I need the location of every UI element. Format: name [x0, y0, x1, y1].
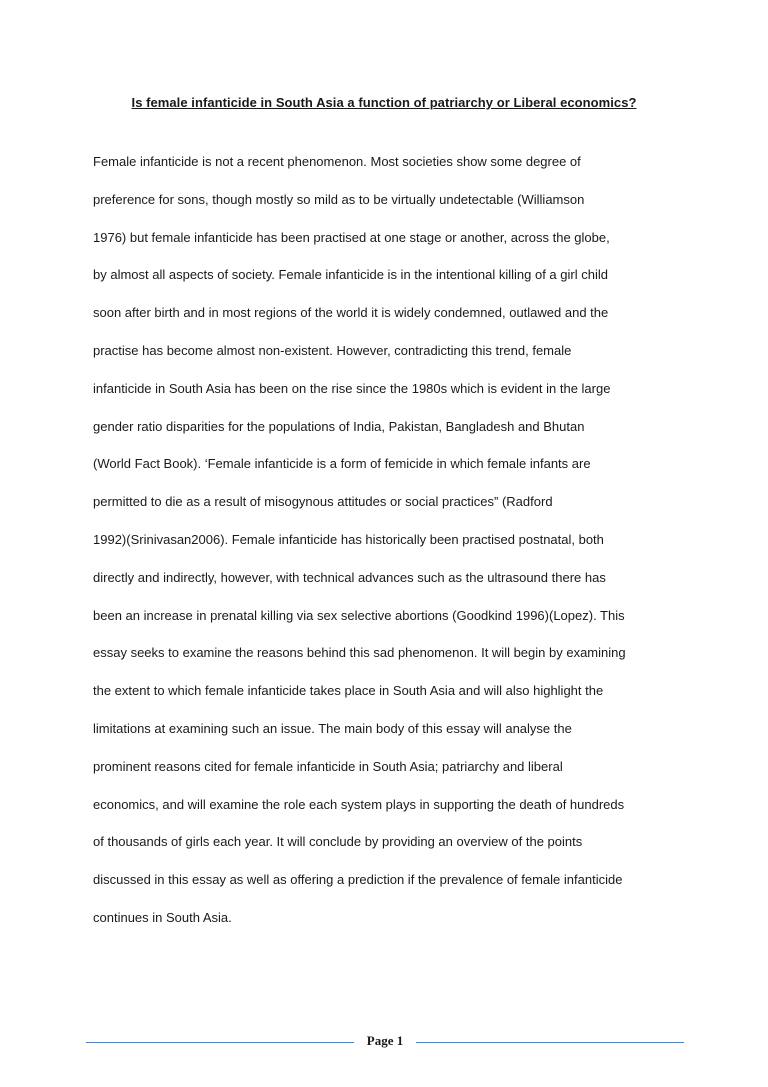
paragraph-line: prominent reasons cited for female infanticide in South Asia; patriarchy and liberal	[93, 758, 563, 774]
page-number: Page 1	[366, 1033, 404, 1048]
paragraph-line: practise has become almost non-existent. However, contradicting this trend, female	[93, 342, 572, 358]
paragraph-line: gender ratio disparities for the populations of India, Pakistan, Bangladesh and Bhutan	[93, 418, 585, 434]
paragraph-line: (World Fact Book). ‘Female infanticide is a form of femicide in which female infants are	[93, 456, 591, 472]
paragraph-line: essay seeks to examine the reasons behind this sad phenomenon. It will begin by examining	[93, 645, 626, 661]
paragraph-line: limitations at examining such an issue. The main body of this essay will analyse the	[93, 720, 572, 736]
paragraph-line: by almost all aspects of society. Female infanticide is in the intentional killing of a girl child	[93, 267, 608, 283]
footer-rule-right	[416, 1042, 684, 1043]
paragraph-line: continues in South Asia.	[93, 909, 232, 925]
paragraph-line: been an increase in prenatal killing via sex selective abortions (Goodkind 1996)(Lopez). This	[93, 607, 625, 623]
paragraph-line: 1992)(Srinivasan2006). Female infanticide has historically been practised postnatal, both	[93, 531, 604, 547]
paragraph-line: of thousands of girls each year. It will conclude by providing an overview of the points	[93, 834, 583, 850]
paragraph-line: economics, and will examine the role each system plays in supporting the death of hundreds	[93, 796, 625, 812]
paragraph-line: soon after birth and in most regions of the world it is widely condemned, outlawed and the	[93, 305, 609, 321]
paragraph-line: preference for sons, though mostly so mild as to be virtually undetectable (Williamson	[93, 191, 585, 207]
paragraph-line: Female infanticide is not a recent phenomenon. Most societies show some degree of	[93, 154, 581, 169]
body-paragraph	[93, 143, 693, 937]
paragraph-line: discussed in this essay as well as offering a prediction if the prevalence of female infanticide	[93, 872, 623, 888]
paragraph-line: infanticide in South Asia has been on the rise since the 1980s which is evident in the large	[93, 380, 611, 396]
paragraph-line: the extent to which female infanticide takes place in South Asia and will also highlight the	[93, 683, 604, 699]
footer-rule-left	[86, 1042, 354, 1043]
paragraph-line: directly and indirectly, however, with technical advances such as the ultrasound there has	[93, 569, 606, 585]
document-title: Is female infanticide in South Asia a function of patriarchy or Liberal economics?	[131, 95, 637, 110]
paragraph-line: 1976) but female infanticide has been practised at one stage or another, across the globe,	[93, 229, 610, 245]
page-footer	[86, 1033, 684, 1051]
paragraph-line: permitted to die as a result of misogynous attitudes or social practices” (Radford	[93, 494, 553, 510]
